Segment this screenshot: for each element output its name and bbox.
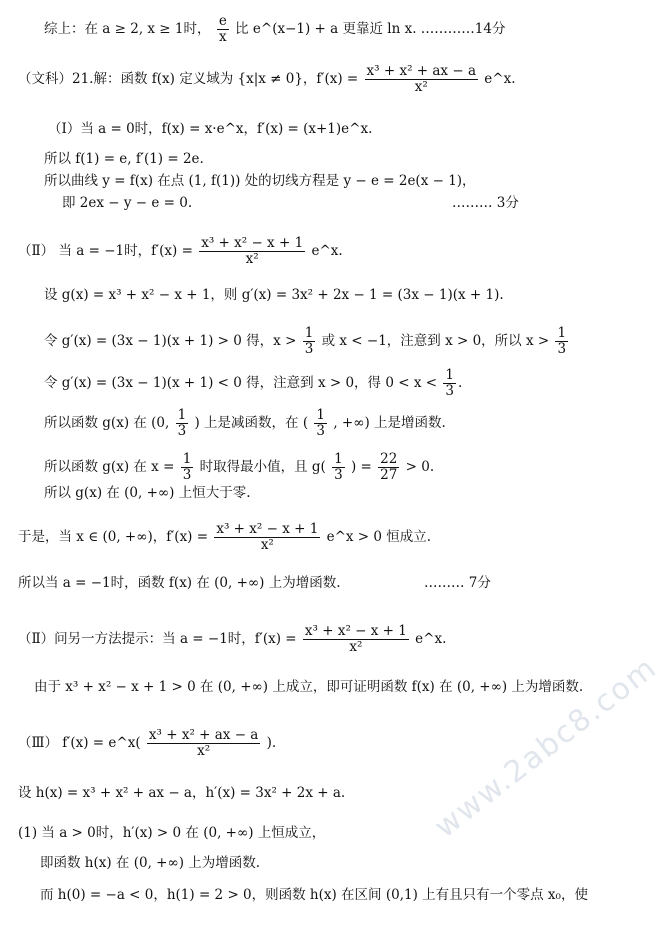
- alt-method-line: [18, 624, 446, 655]
- min-d: > 0.: [405, 459, 435, 475]
- g-positive-line: 所以 g(x) 在 (0, +∞) 上恒大于零.: [44, 485, 251, 501]
- exp-suffix: e^x.: [484, 71, 516, 87]
- alt-proof-line: 由于 x³ + x² − x + 1 > 0 在 (0, +∞) 上成立，即可证明函数 f(x) 在 (0, +∞) 上为增函数.: [34, 679, 584, 695]
- fraction-one-third-3: $\frac{1}{3}$: [445, 367, 454, 399]
- h-zero-line: 而 h(0) = −a < 0，h(1) = 2 > 0，则函数 h(x) 在区间 (0,1) 上有且只有一个零点 x₀，使: [40, 887, 588, 903]
- case1-line: (1) 当 a > 0时，h′(x) > 0 在 (0, +∞) 上恒成立，: [18, 825, 326, 841]
- min-a: 所以函数 g(x) 在 x =: [44, 459, 175, 475]
- gprime-neg-a: 令 g′(x) = (3x − 1)(x + 1) < 0 得，注意到 x > 0，得 0 < x <: [44, 375, 438, 391]
- gprime-pos-a: 令 g′(x) = (3x − 1)(x + 1) > 0 得，x >: [44, 333, 297, 349]
- exp-suffix-3: e^x.: [415, 631, 447, 647]
- mono-a: 所以函数 g(x) 在 (0,: [44, 415, 170, 431]
- min-line: [44, 452, 434, 483]
- score-3: ……… 3分: [452, 195, 519, 211]
- exp-suffix-2: e^x.: [311, 243, 343, 259]
- min-b: 时取得最小值，且 g(: [199, 459, 326, 475]
- part3-a: （Ⅲ） f′(x) = e^x(: [18, 735, 141, 751]
- fraction-one-third-6: $\frac{1}{3}$: [182, 451, 192, 483]
- summary-line: [44, 14, 505, 45]
- fraction-fprime-a-neg1-3: $\frac{\text{x³ + x² − x + 1}}{\text{x²}}$: [304, 623, 407, 655]
- part2-line: [18, 236, 343, 267]
- fraction-one-third-4: $\frac{1}{3}$: [177, 407, 187, 439]
- part2-text: （Ⅱ） 当 a = −1时，f′(x) =: [18, 243, 193, 259]
- mono-c: , +∞) 上是增函数.: [333, 415, 446, 431]
- fraction-one-third-5: $\frac{1}{3}$: [316, 407, 326, 439]
- gprime-pos-line: [44, 326, 570, 357]
- tangent-line: 所以曲线 y = f(x) 在点 (1, f(1)) 处的切线方程是 y − e = 2e(x − 1)，: [44, 173, 476, 189]
- h-increasing-line: 即函数 h(x) 在 (0, +∞) 上为增函数.: [40, 855, 261, 871]
- hence-line: [18, 522, 431, 553]
- tangent-simplified: 即 2ex − y − e = 0.: [62, 195, 193, 211]
- watermark: www.2abc8.com: [428, 649, 664, 846]
- hence-b: e^x > 0 恒成立.: [326, 529, 432, 545]
- summary-text-a: 综上：在 a ≥ 2, x ≥ 1时，: [44, 21, 211, 37]
- monotonic-line: [44, 408, 446, 439]
- g-def-line: 设 g(x) = x³ + x² − x + 1，则 g′(x) = 3x² + 2x − 1 = (3x − 1)(x + 1).: [44, 287, 504, 303]
- min-c: ) =: [350, 459, 372, 475]
- fraction-fprime-a-neg1: $\frac{\text{x³ + x² − x + 1}}{\text{x²}}$: [201, 235, 304, 267]
- part3-b: ).: [266, 735, 277, 751]
- fraction-e-over-x: $\frac{e}{x}$: [218, 13, 227, 45]
- gprime-pos-b: 或 x < −1，注意到 x > 0，所以 x >: [321, 333, 550, 349]
- fraction-fprime-general: $\frac{\text{x³ + x² + ax − a}}{\text{x²}}$: [366, 63, 476, 95]
- fraction-one-third-7: $\frac{1}{3}$: [334, 451, 343, 483]
- fraction-22-27: $\frac{22}{27}$: [380, 451, 398, 483]
- wenke-21-text: （文科）21.解：函数 f(x) 定义域为 {x|x ≠ 0}，f′(x) =: [18, 71, 359, 87]
- fraction-one-third: $\frac{1}{3}$: [304, 325, 314, 357]
- wenke-21-line: [18, 64, 516, 95]
- alt-a: （Ⅱ）问另一方法提示：当 a = −1时，f′(x) =: [18, 631, 297, 647]
- fraction-fprime-general-2: $\frac{\text{x³ + x² + ax − a}}{\text{x²}}$: [148, 727, 259, 759]
- summary-text-b: 比 e^(x−1) + a 更靠近 ln x. …………14分: [235, 21, 506, 37]
- part3-line: [18, 728, 276, 759]
- part1-line: （Ⅰ）当 a = 0时，f(x) = x·e^x，f′(x) = (x+1)e^x.: [48, 121, 373, 137]
- score-7: ……… 7分: [424, 575, 491, 591]
- hence-a: 于是，当 x ∈ (0, +∞)，f′(x) =: [18, 529, 209, 545]
- mono-b: ) 上是减函数，在 (: [194, 415, 309, 431]
- f1-line: 所以 f(1) = e, f′(1) = 2e.: [44, 151, 204, 167]
- h-def-line: 设 h(x) = x³ + x² + ax − a，h′(x) = 3x² + 2x + a.: [18, 785, 346, 801]
- increasing-line: 所以当 a = −1时，函数 f(x) 在 (0, +∞) 上为增函数.: [18, 575, 341, 591]
- fraction-fprime-a-neg1-2: $\frac{\text{x³ + x² − x + 1}}{\text{x²}}$: [216, 521, 319, 553]
- gprime-neg-line: 令 g′(x) = (3x − 1)(x + 1) < 0 得，注意到 x > 0，得 0 < x < $\frac{1}{3}$ .: [44, 367, 463, 399]
- fraction-one-third-2: $\frac{1}{3}$: [557, 325, 567, 357]
